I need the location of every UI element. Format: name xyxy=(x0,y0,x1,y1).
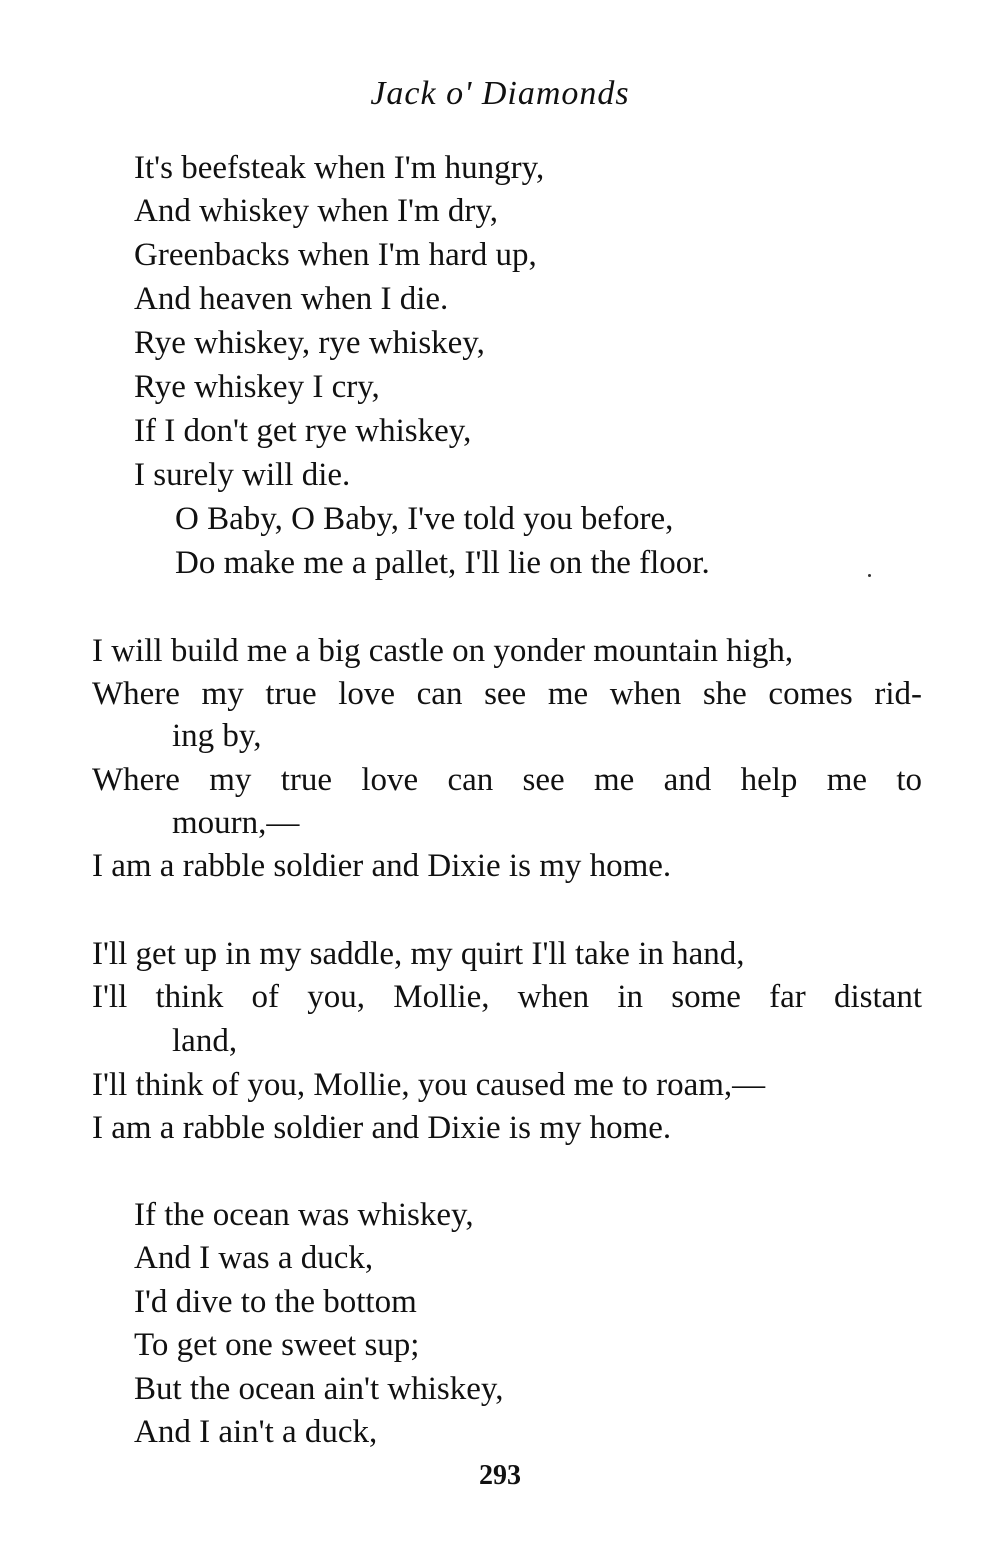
running-title: Jack o' Diamonds xyxy=(370,75,630,112)
verse-line: To get one sweet sup; xyxy=(134,1327,420,1363)
verse-line: Rye whiskey, rye whiskey, xyxy=(134,325,485,361)
verse-line: Rye whiskey I cry, xyxy=(134,369,380,405)
verse-line: Where my true love can see me and help me to xyxy=(92,762,922,798)
verse-line: I surely will die. xyxy=(134,457,351,493)
verse-line-continuation: ing by, xyxy=(172,718,262,754)
verse-line: And I was a duck, xyxy=(134,1240,374,1276)
verse-line: I'll think of you, Mollie, you caused me to roam,— xyxy=(92,1067,766,1103)
verse-line-continuation: mourn,— xyxy=(172,805,300,841)
verse-line: If the ocean was whiskey, xyxy=(134,1197,474,1233)
verse-line: I'd dive to the bottom xyxy=(134,1284,417,1320)
verse-line: I am a rabble soldier and Dixie is my home. xyxy=(92,1110,672,1146)
verse-line-continuation: land, xyxy=(172,1023,238,1059)
verse-line: I'll get up in my saddle, my quirt I'll take in hand, xyxy=(92,936,745,972)
refrain-line: O Baby, O Baby, I've told you before, xyxy=(175,501,674,537)
verse-line: And I ain't a duck, xyxy=(134,1414,378,1450)
verse-line: Greenbacks when I'm hard up, xyxy=(134,237,537,273)
refrain-line: Do make me a pallet, I'll lie on the floor. xyxy=(175,545,710,581)
verse-line: And heaven when I die. xyxy=(134,281,449,317)
verse-line: I am a rabble soldier and Dixie is my home. xyxy=(92,848,672,884)
verse-line: If I don't get rye whiskey, xyxy=(134,413,472,449)
stray-ink-dot xyxy=(868,574,871,577)
verse-line: I will build me a big castle on yonder mountain high, xyxy=(92,633,794,669)
page-number: 293 xyxy=(479,1460,521,1491)
verse-line: But the ocean ain't whiskey, xyxy=(134,1371,504,1407)
verse-line: It's beefsteak when I'm hungry, xyxy=(134,150,545,186)
verse-line: Where my true love can see me when she comes rid- xyxy=(92,676,922,712)
verse-line: And whiskey when I'm dry, xyxy=(134,193,498,229)
verse-line: I'll think of you, Mollie, when in some far distant xyxy=(92,979,922,1015)
